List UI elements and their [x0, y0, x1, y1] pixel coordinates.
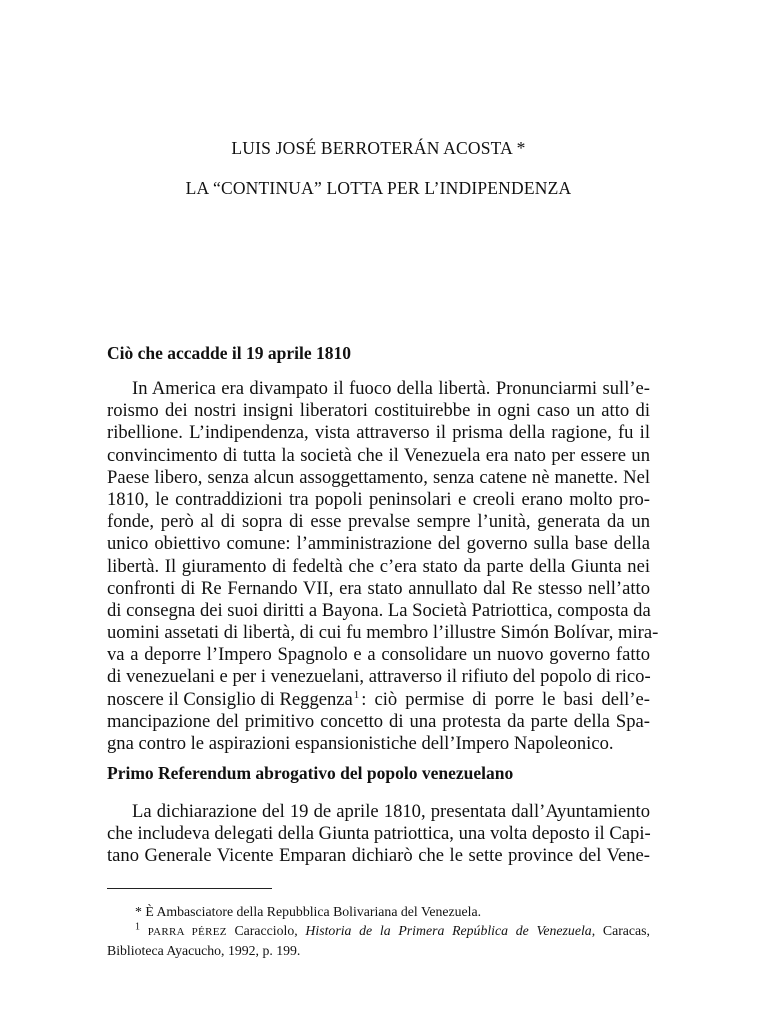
text-line: unico obiettivo comune: l’amministrazione del governo sulla base della: [107, 533, 650, 555]
footnote-separator: [107, 888, 272, 889]
text-line: Paese libero, senza alcun assoggettamento, senza catene nè manette. Nel: [107, 466, 650, 488]
section-heading: Primo Referendum abrogativo del popolo venezuelano: [107, 763, 514, 783]
text-line: di consegna dei suoi diritti a Bayona. La Società Patriottica, composta da: [107, 599, 651, 621]
text-line: convincimento di tutta la società che il Venezuela era nato per essere un: [107, 444, 650, 466]
text-line: di venezuelani e per i venezuelani, attraverso il rifiuto del popolo di rico-: [107, 666, 651, 688]
footnote-mark: 1: [135, 921, 140, 933]
section-paragraph: [107, 801, 650, 868]
author-name: LUIS JOSÉ BERROTERÁN ACOSTA *: [231, 138, 526, 158]
text-line: roismo dei nostri insigni liberatori costituirebbe in ogni caso un atto di: [107, 400, 650, 422]
footnote-author: PARRA PÉREZ: [147, 926, 227, 938]
footnote-author-rest: Caracciolo,: [226, 923, 306, 938]
footnote-line: [107, 922, 650, 942]
footnote-ref-1: 1: [353, 688, 360, 701]
text-line: tano Generale Vicente Emparan dichiarò che le sette province del Vene-: [107, 845, 650, 867]
text-line: che includeva delegati della Giunta patriottica, una volta deposto il Capi-: [107, 823, 651, 845]
text-line: va a deporre l’Impero Spagnolo e a consolidare un nuovo governo fatto: [107, 644, 650, 666]
text-line: gna contro le aspirazioni espansionistiche dell’Impero Napoleonico.: [107, 733, 614, 754]
text-line: uomini assetati di libertà, di cui fu membro l’illustre Simón Bolívar, mira-: [107, 622, 659, 644]
footnote-book-title: Historia de la Primera República de Venezuela: [305, 923, 592, 938]
text-line: [107, 689, 650, 711]
section-heading: Ciò che accadde il 19 aprile 1810: [107, 343, 352, 363]
text-line: mancipazione del primitivo concetto di una protesta da parte della Spa-: [107, 710, 650, 732]
footnote-line: Biblioteca Ayacucho, 1992, p. 199.: [107, 942, 301, 958]
footnote-1: [107, 922, 650, 959]
text-fragment: : ciò permise di porre le basi dell’e-: [361, 688, 650, 710]
text-line: confronti di Re Fernando VII, era stato annullato dal Re stesso nell’atto: [107, 577, 650, 599]
text-line: fonde, però al di sopra di esse prevalse sempre l’unità, generata da un: [107, 511, 650, 533]
article-title: LA “CONTINUA” LOTTA PER L’INDIPENDENZA: [185, 178, 572, 198]
section-paragraph: [107, 378, 659, 755]
text-line: 1810, le contraddizioni tra popoli peninsolari e creoli erano molto pro-: [107, 488, 650, 510]
text-line: In America era divampato il fuoco della libertà. Pronunciarmi sull’e-: [132, 378, 650, 399]
footnote-star: * È Ambasciatore della Repubblica Bolivariana del Venezuela.: [135, 904, 482, 919]
text-line: ribellione. L’indipendenza, vista attraverso il prisma della ragione, fu il: [107, 422, 650, 444]
text-fragment: noscere il Consiglio di Reggenza: [107, 688, 353, 710]
text-line: libertà. Il giuramento di fedeltà che c’era stato da parte della Giunta nei: [107, 555, 650, 577]
text-line: La dichiarazione del 19 de aprile 1810, presentata dall’Ayuntamiento: [132, 801, 650, 822]
footnote-place: , Caracas,: [591, 923, 650, 938]
